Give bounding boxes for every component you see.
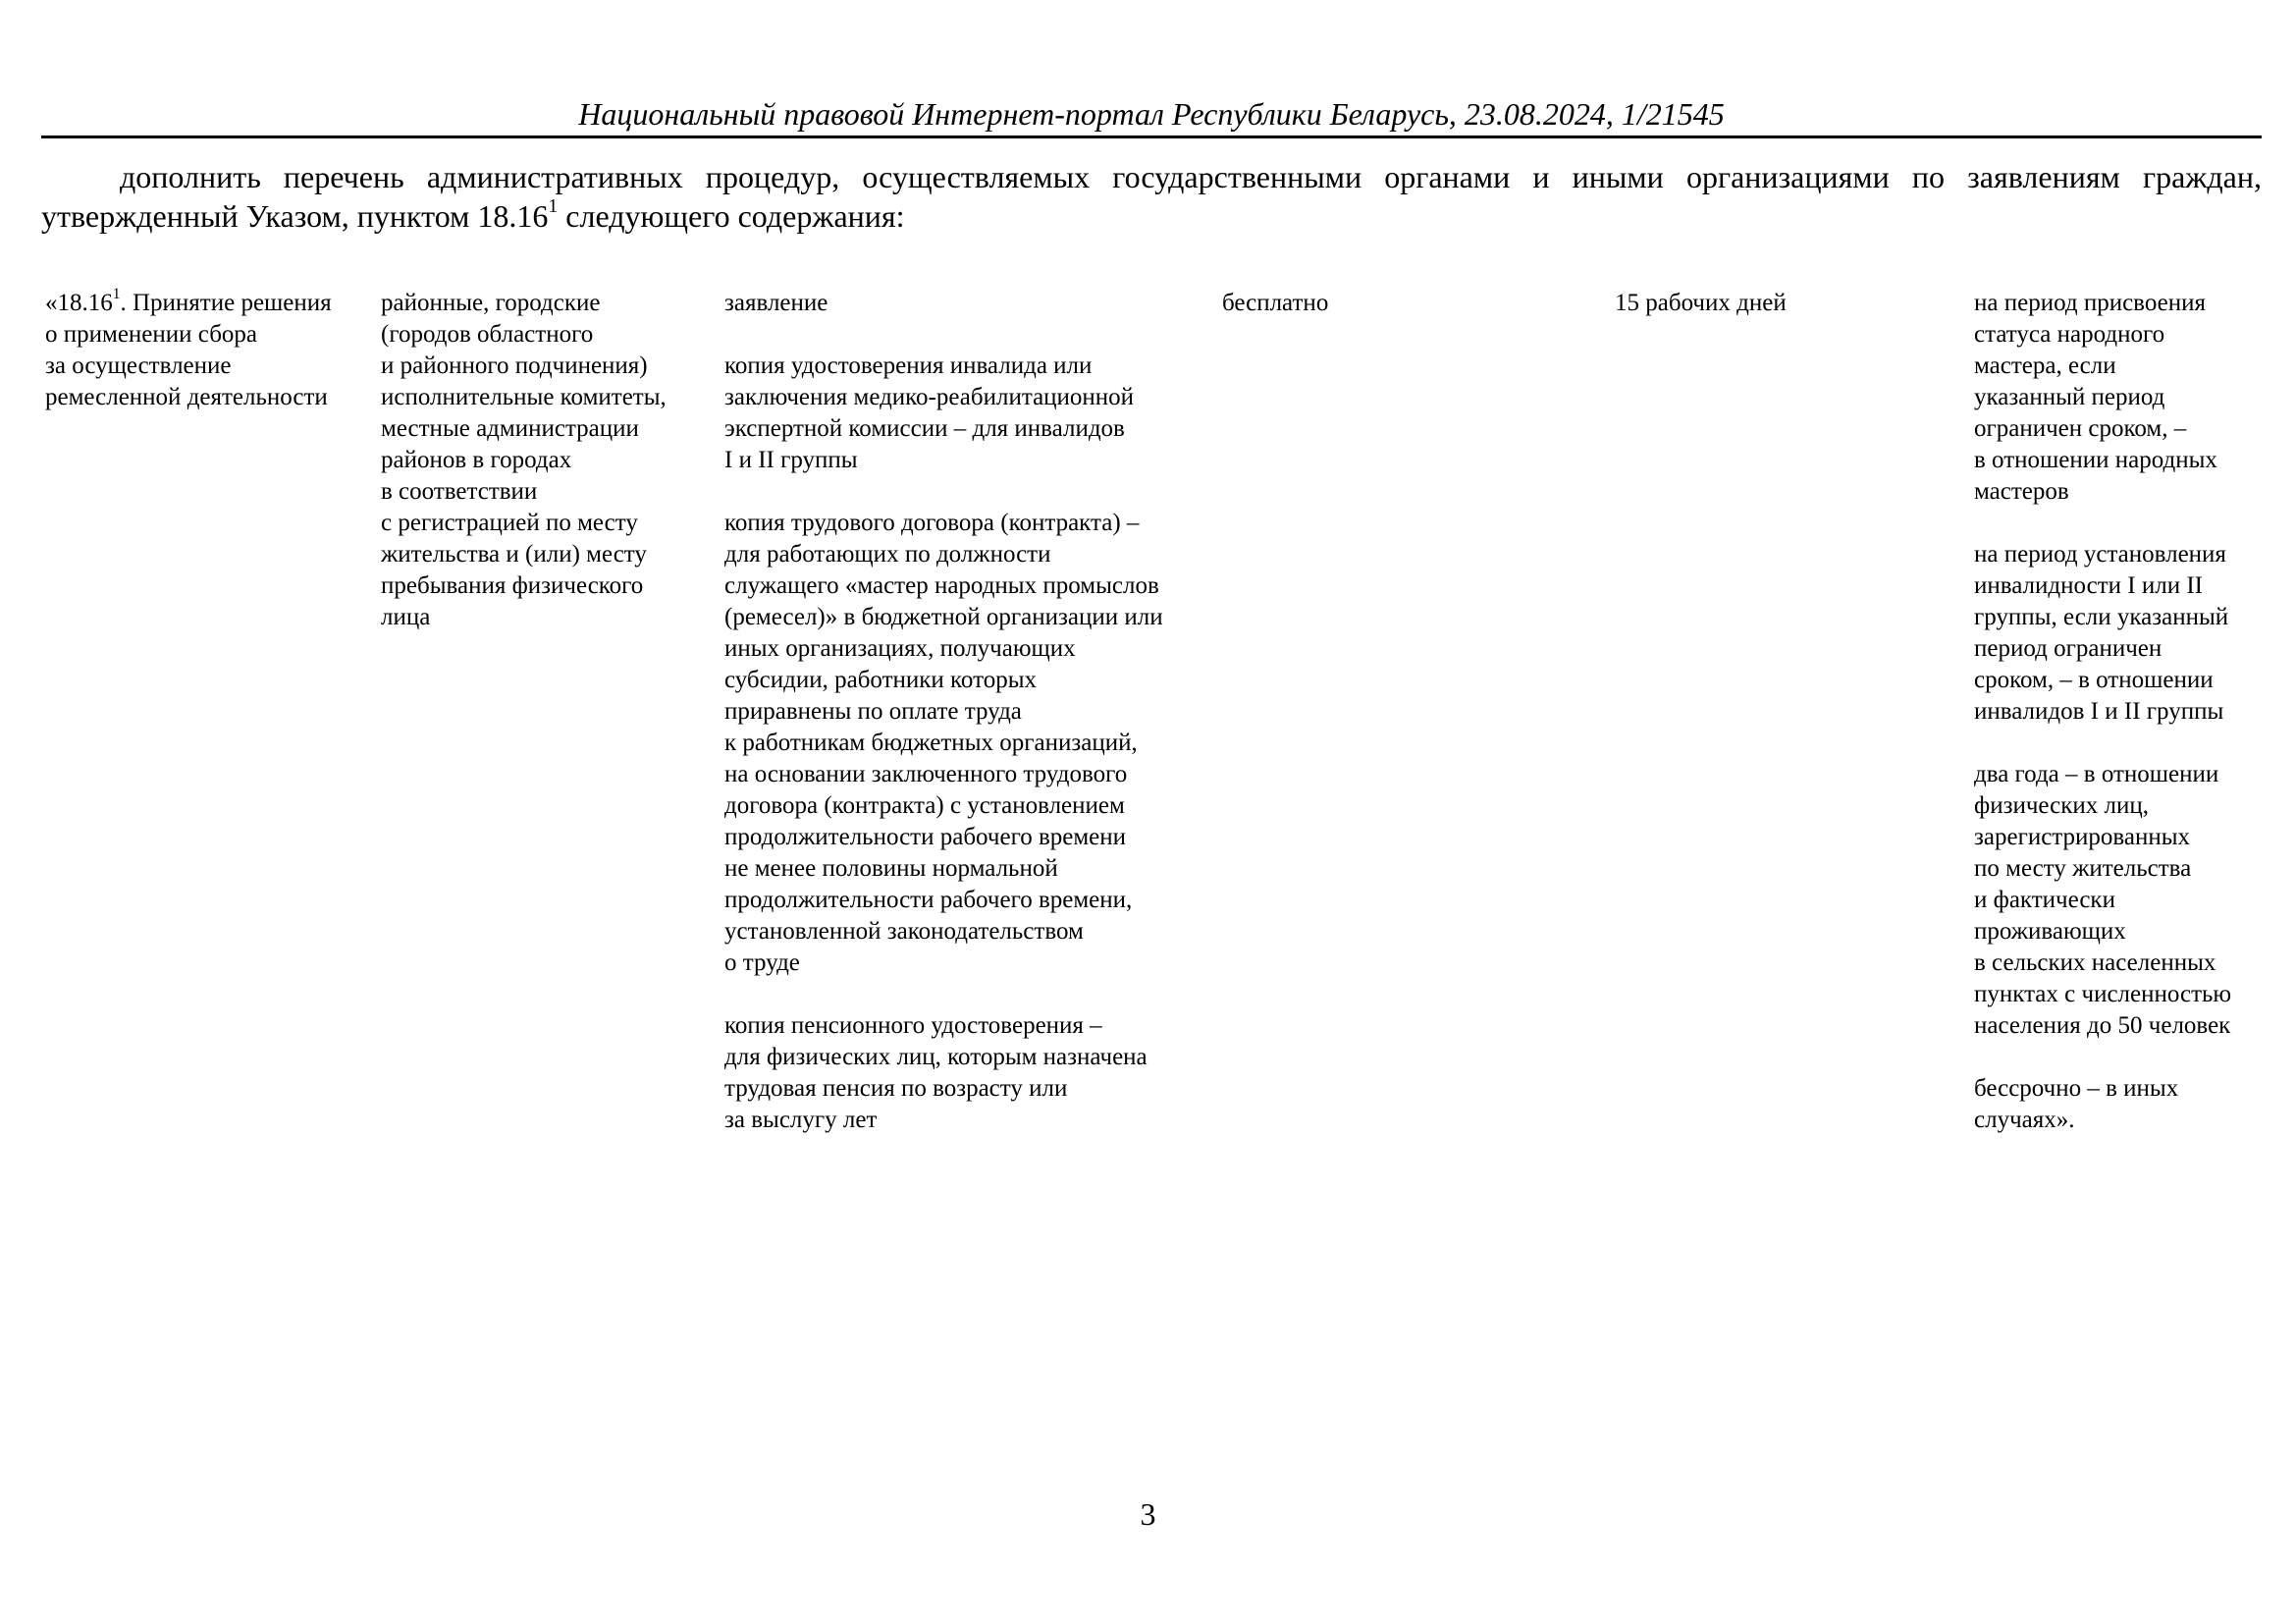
text-line: с регистрацией по месту bbox=[381, 510, 638, 536]
text-line: служащего «мастер народных промыслов bbox=[724, 572, 1159, 599]
text-line: ограничен сроком, – bbox=[1974, 415, 2187, 442]
text-line: продолжительности рабочего времени bbox=[724, 824, 1127, 850]
text-line: I и II группы bbox=[724, 447, 858, 473]
validity-item bbox=[1974, 1073, 2269, 1136]
text-line: на период присвоения bbox=[1974, 290, 2206, 316]
procedure-line: ремесленной деятельности bbox=[45, 384, 328, 410]
term-column bbox=[1615, 288, 1968, 351]
text-line: инвалидности I или II bbox=[1974, 572, 2203, 599]
document-item bbox=[724, 1010, 1220, 1136]
procedure-line bbox=[45, 288, 379, 319]
validity-column bbox=[1974, 288, 2269, 1167]
text-line: заключения медико-реабилитационной bbox=[724, 384, 1135, 410]
text-line: проживающих bbox=[1974, 918, 2126, 945]
text-line: бессрочно – в иных bbox=[1974, 1075, 2179, 1102]
fee-cell: бесплатно bbox=[1222, 290, 1329, 316]
text-line: субсидии, работники которых bbox=[724, 667, 1037, 693]
document-header: Национальный правовой Интернет-портал Республики Беларусь, 23.08.2024, 1/21545 bbox=[578, 96, 1725, 132]
text-line: мастера, если bbox=[1974, 352, 2116, 379]
text-line: населения до 50 человек bbox=[1974, 1012, 2231, 1039]
text-line: в соответствии bbox=[381, 478, 538, 505]
text-line: лица bbox=[381, 604, 431, 630]
authority-column bbox=[381, 288, 715, 665]
text-line: районов в городах bbox=[381, 447, 572, 473]
text-line: продолжительности рабочего времени, bbox=[724, 887, 1133, 913]
text-line: физических лиц, bbox=[1974, 792, 2149, 819]
header-divider bbox=[41, 135, 2262, 138]
text-line: указанный период bbox=[1974, 384, 2165, 410]
text-line: иных организациях, получающих bbox=[724, 635, 1076, 662]
procedure-cell bbox=[45, 288, 379, 413]
text-line: копия пенсионного удостоверения – bbox=[724, 1012, 1102, 1039]
text-line: жительства и (или) месту bbox=[381, 541, 647, 568]
text-line: сроком, – в отношении bbox=[1974, 667, 2214, 693]
text-line: трудовая пенсия по возрасту или bbox=[724, 1075, 1068, 1102]
text-line: для физических лиц, которым назначена bbox=[724, 1044, 1148, 1070]
validity-item bbox=[1974, 288, 2269, 508]
validity-item bbox=[1974, 539, 2269, 728]
text-line: зарегистрированных bbox=[1974, 824, 2191, 850]
document-item bbox=[724, 508, 1220, 979]
procedure-number: «18.16 bbox=[45, 290, 113, 316]
procedure-line: о применении сбора bbox=[45, 321, 258, 348]
text-line: о труде bbox=[724, 949, 800, 976]
authority-cell bbox=[381, 288, 715, 633]
documents-column bbox=[724, 288, 1220, 1167]
text-line: договора (контракта) с установлением bbox=[724, 792, 1125, 819]
procedure-column bbox=[45, 288, 379, 445]
text-line: экспертной комиссии – для инвалидов bbox=[724, 415, 1125, 442]
text-line: в сельских населенных bbox=[1974, 949, 2216, 976]
document-item bbox=[724, 351, 1220, 476]
intro-superscript: 1 bbox=[548, 195, 559, 218]
text-line: на основании заключенного трудового bbox=[724, 761, 1128, 787]
text-line: копия трудового договора (контракта) – bbox=[724, 510, 1140, 536]
intro-text-end: следующего содержания: bbox=[558, 198, 905, 234]
procedure-title: . Принятие решения bbox=[120, 290, 332, 316]
procedure-superscript: 1 bbox=[112, 286, 121, 303]
text-line: (городов областного bbox=[381, 321, 594, 348]
text-line: мастеров bbox=[1974, 478, 2069, 505]
page-number: 3 bbox=[1140, 1496, 1156, 1532]
text-line: инвалидов I и II группы bbox=[1974, 698, 2224, 725]
text-line: два года – в отношении bbox=[1974, 761, 2219, 787]
term-cell: 15 рабочих дней bbox=[1615, 290, 1787, 316]
document-item bbox=[724, 288, 1220, 319]
text-line: пунктах с численностью bbox=[1974, 981, 2232, 1007]
text-line: и фактически bbox=[1974, 887, 2115, 913]
text-line: пребывания физического bbox=[381, 572, 644, 599]
text-line: по месту жительства bbox=[1974, 855, 2192, 882]
text-line: заявление bbox=[724, 290, 828, 316]
text-line: период ограничен bbox=[1974, 635, 2163, 662]
text-line: и районного подчинения) bbox=[381, 352, 648, 379]
text-line: установленной законодательством bbox=[724, 918, 1084, 945]
text-line: статуса народного bbox=[1974, 321, 2165, 348]
intro-text: дополнить перечень административных процедур, осуществляемых государственными органами и иными организациями по заявлениям граждан, утвержденный Указом, пунктом 18.16 bbox=[41, 159, 2262, 234]
intro-paragraph bbox=[41, 157, 2262, 236]
text-line: случаях». bbox=[1974, 1107, 2075, 1133]
text-line: районные, городские bbox=[381, 290, 601, 316]
fee-column bbox=[1222, 288, 1595, 351]
text-line: копия удостоверения инвалида или bbox=[724, 352, 1093, 379]
text-line: местные администрации bbox=[381, 415, 639, 442]
text-line: для работающих по должности bbox=[724, 541, 1051, 568]
text-line: в отношении народных bbox=[1974, 447, 2217, 473]
text-line: к работникам бюджетных организаций, bbox=[724, 730, 1138, 756]
text-line: приравнены по оплате труда bbox=[724, 698, 1022, 725]
validity-item bbox=[1974, 759, 2269, 1042]
text-line: не менее половины нормальной bbox=[724, 855, 1058, 882]
text-line: за выслугу лет bbox=[724, 1107, 878, 1133]
text-line: на период установления bbox=[1974, 541, 2226, 568]
procedure-line: за осуществление bbox=[45, 352, 232, 379]
text-line: (ремесел)» в бюджетной организации или bbox=[724, 604, 1163, 630]
text-line: группы, если указанный bbox=[1974, 604, 2229, 630]
text-line: исполнительные комитеты, bbox=[381, 384, 667, 410]
